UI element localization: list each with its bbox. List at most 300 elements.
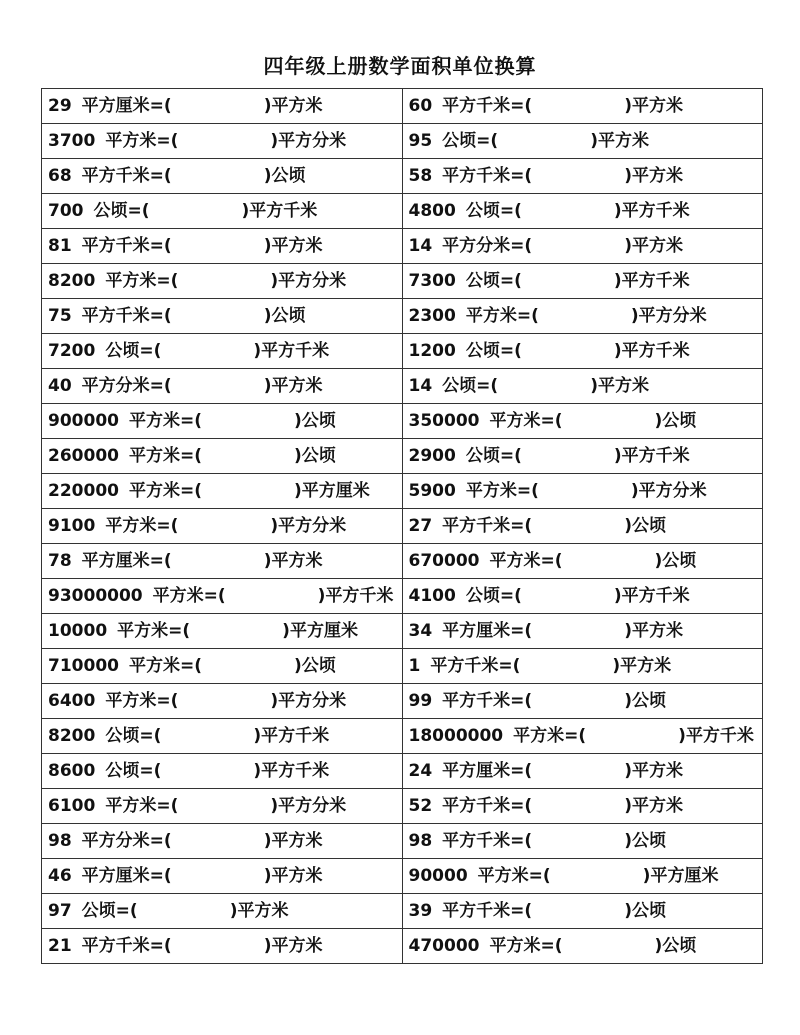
close-paren: )	[624, 831, 632, 851]
target-unit: 平方千米	[261, 761, 330, 781]
conversion-problem	[42, 124, 403, 159]
problem-number: 10000	[48, 621, 108, 641]
equals-open-paren: =(	[528, 866, 551, 886]
target-unit: 平方千米	[621, 271, 690, 291]
equals-open-paren: =(	[127, 201, 150, 221]
source-unit: 平方厘米	[442, 621, 511, 641]
close-paren: )	[294, 411, 302, 431]
table-row	[42, 299, 763, 334]
problem-number: 350000	[408, 411, 480, 431]
target-unit: 平方千米	[621, 586, 690, 606]
equals-open-paren: =(	[149, 831, 172, 851]
close-paren: )	[590, 376, 598, 396]
equals-open-paren: =(	[156, 691, 179, 711]
table-row	[42, 124, 763, 159]
source-unit: 平方千米	[442, 691, 511, 711]
source-unit: 平方米	[105, 271, 157, 291]
table-row	[42, 929, 763, 964]
problem-number: 18000000	[408, 726, 504, 746]
problem-number: 58	[408, 166, 433, 186]
table-row	[42, 404, 763, 439]
conversion-problem	[42, 404, 403, 439]
conversion-problem	[402, 719, 763, 754]
target-unit: 平方米	[631, 621, 683, 641]
target-unit: 平方分米	[638, 306, 707, 326]
source-unit: 平方千米	[442, 796, 511, 816]
equals-open-paren: =(	[498, 656, 521, 676]
equals-open-paren: =(	[510, 831, 533, 851]
problem-number: 52	[408, 796, 433, 816]
equals-open-paren: =(	[499, 271, 522, 291]
target-unit: 平方千米	[261, 726, 330, 746]
equals-open-paren: =(	[149, 376, 172, 396]
problem-number: 60	[408, 96, 433, 116]
equals-open-paren: =(	[149, 866, 172, 886]
target-unit: 公顷	[631, 901, 666, 921]
target-unit: 平方米	[237, 901, 289, 921]
problem-number: 93000000	[48, 586, 143, 606]
problem-number: 98	[408, 831, 433, 851]
problem-number: 700	[48, 201, 84, 221]
problem-number: 260000	[48, 446, 119, 466]
conversion-problem	[42, 194, 403, 229]
close-paren: )	[654, 936, 663, 956]
conversion-problem	[402, 334, 763, 369]
table-row	[42, 194, 763, 229]
conversion-problem	[402, 894, 763, 929]
problem-number: 900000	[48, 411, 119, 431]
table-row	[42, 719, 763, 754]
source-unit: 平方千米	[442, 516, 511, 536]
conversion-problem	[402, 544, 763, 579]
source-unit: 平方米	[489, 551, 541, 571]
problem-number: 78	[48, 551, 72, 571]
table-row	[42, 439, 763, 474]
problem-number: 2900	[408, 446, 456, 466]
equals-open-paren: =(	[540, 551, 563, 571]
table-row	[42, 509, 763, 544]
close-paren: )	[294, 446, 302, 466]
source-unit: 平方米	[117, 621, 169, 641]
close-paren: )	[270, 796, 279, 816]
close-paren: )	[263, 866, 272, 886]
source-unit: 平方千米	[442, 166, 511, 186]
conversion-problem	[42, 369, 403, 404]
close-paren: )	[624, 166, 632, 186]
problem-number: 21	[48, 936, 72, 956]
close-paren: )	[263, 96, 272, 116]
conversion-problem	[42, 614, 403, 649]
source-unit: 平方厘米	[81, 551, 150, 571]
source-unit: 公顷	[465, 446, 500, 466]
conversion-problem	[402, 264, 763, 299]
conversion-problem	[42, 474, 403, 509]
source-unit: 平方千米	[81, 166, 150, 186]
equals-open-paren: =(	[510, 96, 533, 116]
equals-open-paren: =(	[179, 411, 202, 431]
source-unit: 平方千米	[81, 936, 150, 956]
close-paren: )	[263, 376, 272, 396]
target-unit: 平方米	[271, 551, 323, 571]
conversion-problem	[42, 929, 403, 964]
source-unit: 平方厘米	[81, 866, 150, 886]
equals-open-paren: =(	[510, 166, 533, 186]
target-unit: 平方分米	[638, 481, 707, 501]
close-paren: )	[253, 726, 262, 746]
close-paren: )	[263, 166, 272, 186]
close-paren: )	[613, 586, 622, 606]
close-paren: )	[253, 761, 262, 781]
problem-number: 8600	[48, 761, 96, 781]
target-unit: 平方米	[631, 761, 683, 781]
close-paren: )	[624, 516, 632, 536]
problem-number: 1200	[408, 341, 456, 361]
target-unit: 平方厘米	[650, 866, 719, 886]
target-unit: 平方厘米	[289, 621, 358, 641]
problem-number: 97	[48, 901, 72, 921]
equals-open-paren: =(	[510, 761, 533, 781]
source-unit: 平方千米	[430, 656, 499, 676]
target-unit: 平方米	[597, 376, 649, 396]
table-row	[42, 474, 763, 509]
conversion-problem	[42, 159, 403, 194]
table-row	[42, 159, 763, 194]
conversion-problem	[402, 614, 763, 649]
source-unit: 平方米	[489, 936, 541, 956]
problem-number: 98	[48, 831, 72, 851]
problem-number: 7300	[408, 271, 456, 291]
problem-number: 6400	[48, 691, 96, 711]
conversion-problem	[42, 579, 403, 614]
equals-open-paren: =(	[516, 306, 539, 326]
equals-open-paren: =(	[510, 796, 533, 816]
close-paren: )	[590, 131, 598, 151]
source-unit: 平方分米	[81, 376, 150, 396]
source-unit: 平方分米	[81, 831, 150, 851]
close-paren: )	[642, 866, 651, 886]
equals-open-paren: =(	[179, 481, 202, 501]
source-unit: 平方米	[489, 411, 541, 431]
conversion-problem	[402, 229, 763, 264]
equals-open-paren: =(	[499, 586, 522, 606]
equals-open-paren: =(	[139, 726, 162, 746]
target-unit: 平方千米	[621, 201, 690, 221]
target-unit: 平方米	[271, 866, 323, 886]
problem-number: 75	[48, 306, 72, 326]
source-unit: 平方米	[128, 481, 180, 501]
target-unit: 平方米	[631, 796, 683, 816]
source-unit: 公顷	[465, 341, 500, 361]
conversion-problem	[402, 474, 763, 509]
equals-open-paren: =(	[516, 481, 539, 501]
equals-open-paren: =(	[168, 621, 191, 641]
target-unit: 公顷	[631, 831, 666, 851]
target-unit: 平方分米	[278, 131, 347, 151]
table-row	[42, 89, 763, 124]
table-row	[42, 859, 763, 894]
close-paren: )	[613, 271, 622, 291]
close-paren: )	[294, 656, 302, 676]
source-unit: 公顷	[105, 341, 140, 361]
problem-number: 2300	[408, 306, 456, 326]
source-unit: 平方千米	[442, 831, 511, 851]
conversion-problem	[42, 299, 403, 334]
source-unit: 平方米	[105, 516, 157, 536]
target-unit: 平方厘米	[301, 481, 370, 501]
conversion-problem	[402, 439, 763, 474]
target-unit: 平方米	[271, 236, 323, 256]
close-paren: )	[624, 901, 632, 921]
close-paren: )	[630, 306, 639, 326]
target-unit: 平方米	[271, 936, 323, 956]
source-unit: 公顷	[465, 271, 500, 291]
close-paren: )	[294, 481, 302, 501]
conversion-problem	[42, 894, 403, 929]
conversion-problem	[402, 404, 763, 439]
close-paren: )	[270, 131, 279, 151]
close-paren: )	[624, 796, 632, 816]
close-paren: )	[263, 831, 272, 851]
target-unit: 公顷	[662, 411, 697, 431]
conversion-table	[41, 88, 763, 964]
problem-number: 24	[408, 761, 433, 781]
conversion-table-body	[42, 89, 763, 964]
problem-number: 220000	[48, 481, 119, 501]
conversion-problem	[402, 299, 763, 334]
problem-number: 470000	[408, 936, 480, 956]
close-paren: )	[624, 691, 632, 711]
source-unit: 平方厘米	[442, 761, 511, 781]
source-unit: 平方千米	[81, 236, 150, 256]
source-unit: 平方千米	[442, 901, 511, 921]
target-unit: 平方千米	[325, 586, 394, 606]
equals-open-paren: =(	[564, 726, 587, 746]
problem-number: 34	[408, 621, 433, 641]
source-unit: 平方米	[105, 796, 157, 816]
source-unit: 公顷	[81, 901, 116, 921]
equals-open-paren: =(	[510, 236, 533, 256]
equals-open-paren: =(	[499, 446, 522, 466]
source-unit: 公顷	[465, 201, 500, 221]
table-row	[42, 894, 763, 929]
close-paren: )	[282, 621, 290, 641]
conversion-problem	[42, 334, 403, 369]
problem-number: 3700	[48, 131, 96, 151]
table-row	[42, 369, 763, 404]
equals-open-paren: =(	[179, 446, 202, 466]
equals-open-paren: =(	[149, 936, 172, 956]
target-unit: 平方米	[631, 96, 683, 116]
conversion-problem	[42, 229, 403, 264]
close-paren: )	[624, 96, 632, 116]
source-unit: 平方米	[105, 691, 157, 711]
problem-number: 8200	[48, 271, 96, 291]
problem-number: 9100	[48, 516, 96, 536]
target-unit: 公顷	[631, 516, 666, 536]
equals-open-paren: =(	[476, 131, 499, 151]
conversion-problem	[402, 684, 763, 719]
source-unit: 平方米	[465, 306, 517, 326]
equals-open-paren: =(	[510, 516, 533, 536]
conversion-problem	[42, 719, 403, 754]
conversion-problem	[402, 579, 763, 614]
problem-number: 81	[48, 236, 72, 256]
problem-number: 39	[408, 901, 433, 921]
equals-open-paren: =(	[156, 796, 179, 816]
equals-open-paren: =(	[499, 341, 522, 361]
source-unit: 平方米	[105, 131, 157, 151]
target-unit: 公顷	[301, 446, 336, 466]
conversion-problem	[42, 509, 403, 544]
source-unit: 公顷	[442, 376, 477, 396]
table-row	[42, 789, 763, 824]
source-unit: 平方米	[513, 726, 565, 746]
target-unit: 平方千米	[261, 341, 330, 361]
table-row	[42, 229, 763, 264]
target-unit: 平方分米	[278, 796, 347, 816]
problem-number: 27	[408, 516, 433, 536]
close-paren: )	[253, 341, 262, 361]
problem-number: 8200	[48, 726, 96, 746]
target-unit: 平方米	[271, 831, 323, 851]
equals-open-paren: =(	[156, 131, 179, 151]
target-unit: 平方千米	[621, 446, 690, 466]
problem-number: 14	[408, 376, 433, 396]
problem-number: 670000	[408, 551, 480, 571]
conversion-problem	[402, 194, 763, 229]
equals-open-paren: =(	[115, 901, 138, 921]
close-paren: )	[624, 236, 632, 256]
conversion-problem	[42, 264, 403, 299]
conversion-problem	[42, 754, 403, 789]
conversion-problem	[42, 859, 403, 894]
close-paren: )	[630, 481, 639, 501]
table-row	[42, 754, 763, 789]
source-unit: 平方米	[465, 481, 517, 501]
target-unit: 公顷	[662, 551, 697, 571]
equals-open-paren: =(	[149, 236, 172, 256]
problem-number: 4100	[408, 586, 456, 606]
problem-number: 710000	[48, 656, 119, 676]
target-unit: 平方千米	[685, 726, 754, 746]
target-unit: 平方米	[631, 166, 683, 186]
close-paren: )	[241, 201, 250, 221]
table-row	[42, 579, 763, 614]
conversion-problem	[402, 859, 763, 894]
equals-open-paren: =(	[149, 166, 172, 186]
target-unit: 公顷	[271, 306, 306, 326]
close-paren: )	[270, 271, 279, 291]
equals-open-paren: =(	[156, 516, 179, 536]
conversion-problem	[402, 159, 763, 194]
equals-open-paren: =(	[540, 411, 563, 431]
problem-number: 68	[48, 166, 72, 186]
target-unit: 公顷	[301, 656, 336, 676]
close-paren: )	[613, 201, 622, 221]
close-paren: )	[654, 411, 663, 431]
close-paren: )	[263, 936, 272, 956]
problem-number: 4800	[408, 201, 456, 221]
problem-number: 46	[48, 866, 72, 886]
table-row	[42, 614, 763, 649]
source-unit: 平方米	[152, 586, 204, 606]
problem-number: 40	[48, 376, 72, 396]
target-unit: 平方米	[631, 236, 683, 256]
source-unit: 公顷	[93, 201, 128, 221]
page-title: 四年级上册数学面积单位换算	[263, 54, 537, 78]
table-row	[42, 684, 763, 719]
source-unit: 平方厘米	[81, 96, 150, 116]
close-paren: )	[613, 446, 622, 466]
equals-open-paren: =(	[149, 551, 172, 571]
problem-number: 5900	[408, 481, 456, 501]
close-paren: )	[612, 656, 621, 676]
conversion-problem	[402, 754, 763, 789]
table-row	[42, 649, 763, 684]
source-unit: 平方千米	[81, 306, 150, 326]
close-paren: )	[263, 306, 272, 326]
close-paren: )	[624, 761, 632, 781]
equals-open-paren: =(	[139, 761, 162, 781]
target-unit: 平方米	[271, 96, 323, 116]
target-unit: 平方米	[597, 131, 649, 151]
close-paren: )	[678, 726, 686, 746]
source-unit: 公顷	[442, 131, 477, 151]
table-row	[42, 264, 763, 299]
equals-open-paren: =(	[510, 901, 533, 921]
problem-number: 90000	[408, 866, 468, 886]
close-paren: )	[624, 621, 632, 641]
problem-number: 7200	[48, 341, 96, 361]
source-unit: 平方米	[477, 866, 529, 886]
equals-open-paren: =(	[476, 376, 499, 396]
source-unit: 公顷	[105, 761, 140, 781]
target-unit: 公顷	[631, 691, 666, 711]
target-unit: 平方千米	[621, 341, 690, 361]
conversion-problem	[42, 544, 403, 579]
target-unit: 平方分米	[278, 691, 347, 711]
conversion-problem	[42, 649, 403, 684]
equals-open-paren: =(	[203, 586, 226, 606]
equals-open-paren: =(	[540, 936, 563, 956]
conversion-problem	[402, 789, 763, 824]
source-unit: 平方米	[128, 411, 180, 431]
problem-number: 14	[408, 236, 433, 256]
equals-open-paren: =(	[149, 96, 172, 116]
table-row	[42, 544, 763, 579]
equals-open-paren: =(	[149, 306, 172, 326]
close-paren: )	[613, 341, 622, 361]
conversion-problem	[402, 824, 763, 859]
target-unit: 平方分米	[278, 271, 347, 291]
conversion-problem	[402, 509, 763, 544]
equals-open-paren: =(	[499, 201, 522, 221]
problem-number: 1	[408, 656, 421, 676]
conversion-problem	[402, 929, 763, 964]
target-unit: 平方千米	[249, 201, 318, 221]
close-paren: )	[229, 901, 238, 921]
equals-open-paren: =(	[156, 271, 179, 291]
target-unit: 公顷	[662, 936, 697, 956]
close-paren: )	[263, 236, 272, 256]
table-row	[42, 824, 763, 859]
problem-number: 99	[408, 691, 433, 711]
close-paren: )	[270, 516, 279, 536]
conversion-problem	[42, 89, 403, 124]
conversion-problem	[42, 824, 403, 859]
conversion-problem	[402, 124, 763, 159]
source-unit: 平方米	[128, 656, 180, 676]
